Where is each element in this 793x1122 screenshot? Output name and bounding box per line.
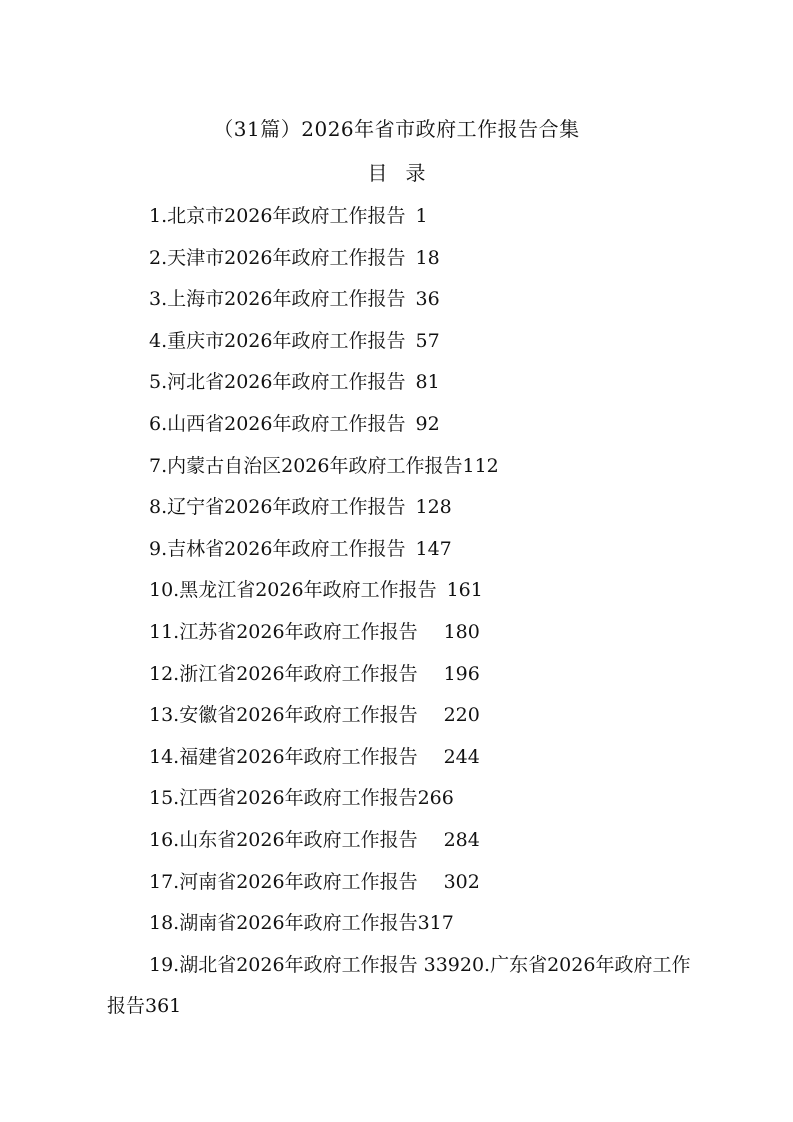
toc-item-page: 57 bbox=[415, 329, 440, 352]
toc-item-label: 15.江西省2026年政府工作报告 bbox=[149, 787, 418, 810]
toc-item-page: 36 bbox=[415, 288, 440, 311]
toc-item-page: 1 bbox=[415, 205, 428, 227]
toc-item[interactable] bbox=[107, 903, 707, 945]
toc-item-page: 284 bbox=[443, 828, 480, 851]
toc-item-wrapped[interactable]: 19.湖北省2026年政府工作报告 33920.广东省2026年政府工作报告361 bbox=[107, 953, 691, 1018]
toc-item-label: 3.上海市2026年政府工作报告 bbox=[149, 288, 406, 311]
toc-item-page: 180 bbox=[443, 620, 480, 643]
toc-item-label: 18.湖南省2026年政府工作报告 bbox=[149, 912, 418, 935]
toc-item-page: 18 bbox=[415, 246, 440, 269]
toc-item[interactable] bbox=[107, 695, 707, 737]
toc-item-page: 128 bbox=[415, 496, 452, 519]
toc-item-page: 92 bbox=[415, 412, 440, 435]
toc-item-page: 196 bbox=[443, 662, 480, 685]
toc-item-label: 12.浙江省2026年政府工作报告 bbox=[149, 662, 418, 685]
toc-item[interactable] bbox=[107, 737, 707, 779]
toc-item-label: 17.河南省2026年政府工作报告 bbox=[149, 870, 418, 893]
table-of-contents bbox=[107, 196, 707, 1028]
toc-item-page: 317 bbox=[417, 912, 454, 935]
toc-heading: 目录 bbox=[367, 161, 444, 185]
toc-item[interactable] bbox=[107, 321, 707, 363]
toc-item[interactable] bbox=[107, 570, 707, 612]
toc-item-page: 81 bbox=[415, 371, 440, 394]
toc-item-label: 16.山东省2026年政府工作报告 bbox=[149, 828, 418, 851]
toc-item[interactable] bbox=[107, 862, 707, 904]
toc-item-label: 11.江苏省2026年政府工作报告 bbox=[149, 620, 418, 643]
toc-item-page: 112 bbox=[462, 454, 499, 477]
toc-item[interactable] bbox=[107, 362, 707, 404]
toc-item[interactable] bbox=[107, 487, 707, 529]
toc-item-label: 6.山西省2026年政府工作报告 bbox=[149, 412, 406, 435]
toc-item[interactable] bbox=[107, 778, 707, 820]
toc-item[interactable] bbox=[107, 446, 707, 488]
toc-item-label: 7.内蒙古自治区2026年政府工作报告 bbox=[149, 454, 463, 477]
toc-item-page: 244 bbox=[443, 745, 480, 768]
toc-item[interactable] bbox=[107, 529, 707, 571]
toc-item-label: 5.河北省2026年政府工作报告 bbox=[149, 371, 406, 394]
toc-item-page: 147 bbox=[415, 537, 452, 560]
toc-item[interactable] bbox=[107, 279, 707, 321]
toc-item-page: 161 bbox=[446, 579, 483, 602]
toc-item-label: 4.重庆市2026年政府工作报告 bbox=[149, 329, 406, 352]
toc-item-label: 10.黑龙江省2026年政府工作报告 bbox=[149, 579, 437, 602]
toc-item-label: 9.吉林省2026年政府工作报告 bbox=[149, 537, 406, 560]
document-title: （31篇）2026年省市政府工作报告合集 bbox=[213, 117, 580, 141]
toc-item-page: 266 bbox=[417, 787, 454, 810]
toc-item-label: 2.天津市2026年政府工作报告 bbox=[149, 246, 406, 269]
toc-item-page: 302 bbox=[443, 870, 480, 893]
toc-item[interactable] bbox=[107, 404, 707, 446]
toc-item[interactable] bbox=[107, 654, 707, 696]
toc-item-label: 8.辽宁省2026年政府工作报告 bbox=[149, 496, 406, 519]
toc-item[interactable] bbox=[107, 196, 707, 238]
toc-item[interactable] bbox=[107, 238, 707, 280]
toc-item-page: 220 bbox=[443, 704, 480, 727]
toc-item-label: 1.北京市2026年政府工作报告 bbox=[149, 205, 406, 227]
toc-item-label: 14.福建省2026年政府工作报告 bbox=[149, 745, 418, 768]
toc-item[interactable] bbox=[107, 612, 707, 654]
toc-item-label: 13.安徽省2026年政府工作报告 bbox=[149, 704, 418, 727]
toc-item[interactable] bbox=[107, 820, 707, 862]
